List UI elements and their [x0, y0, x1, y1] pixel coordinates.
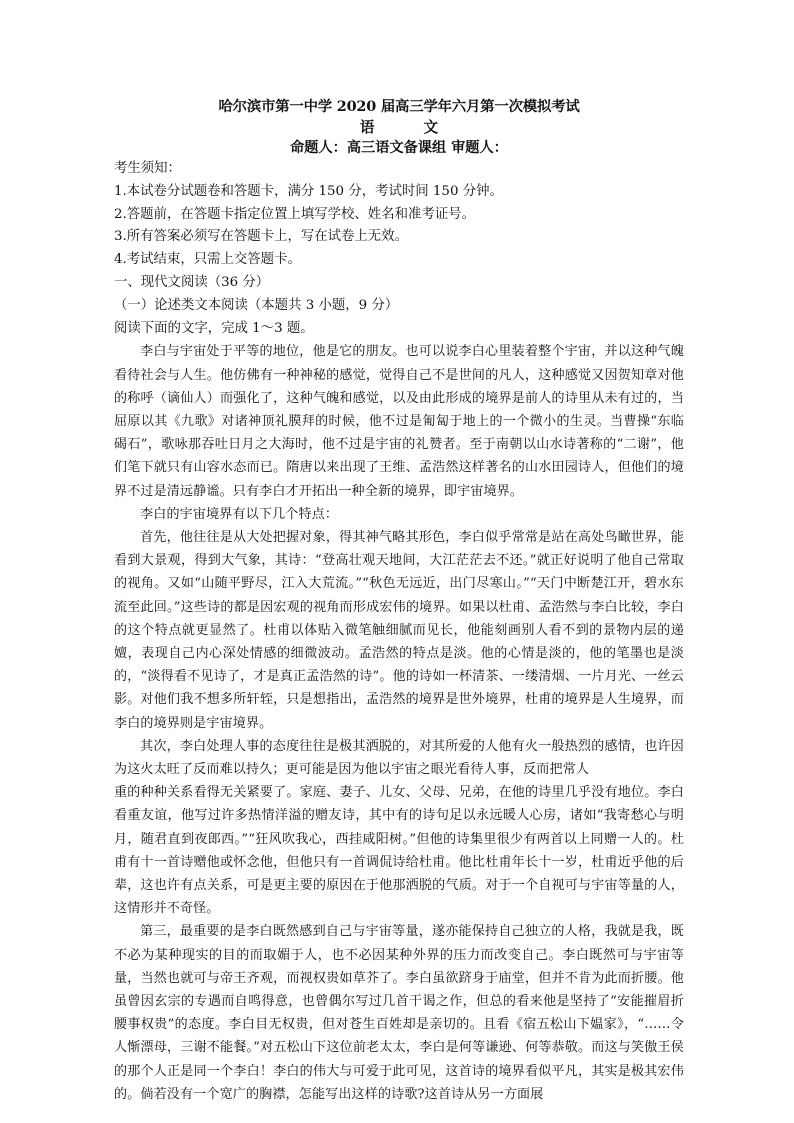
section-instruction: 阅读下面的文字，完成 1～3 题。	[114, 320, 314, 336]
exam-page	[114, 96, 684, 1106]
article-paragraph: 重的种种关系看得无关紧要了。家庭、妻子、儿女、父母、兄弟，在他的诗里几乎没有地位。李白看重友谊，他写过许多热情洋溢的赠友诗，其中有的诗句足以永远暖人心房，诸如“我寄愁心与明月，随君直到夜郎西。”“狂风吹我心，西挂咸阳树。”但他的诗集里很少有两首以上同赠一人的。杜甫有十一首诗赠他或怀念他，但他只有一首调侃诗给杜甫。他比杜甫年长十一岁，杜甫近乎他的后辈，这也许有点关系，可是更主要的原因在于他那洒脱的气质。对于一个自视可与宇宙等量的人，这情形并不奇怪。	[114, 785, 684, 917]
article-paragraph: 其次，李白处理人事的态度往往是极其洒脱的，对其所爱的人他有火一般热烈的感情，也许因为这火太旺了反而难以持久；更可能是因为他以宇宙之眼光看待人事，反而把常人	[114, 738, 684, 778]
article-paragraph: 李白的宇宙境界有以下几个特点：	[140, 506, 339, 522]
notice-item: 2.答题前，在答题卡指定位置上填写学校、姓名和准考证号。	[114, 206, 475, 222]
notice-block	[114, 158, 684, 272]
exam-title: 哈尔滨市第一中学 2020 届高三学年六月第一次模拟考试	[218, 98, 580, 115]
section-subtitle: （一）论述类文本阅读（本题共 3 小题，9 分）	[114, 297, 399, 313]
notice-item: 4.考试结束，只需上交答题卡。	[114, 252, 301, 268]
article-paragraph: 李白与宇宙处于平等的地位，他是它的朋友。也可以说李白心里装着整个宇宙，并以这种气魄看待社会与人生。他仿佛有一种神秘的感觉，觉得自己不是世间的凡人，这种感觉又因贺知章对他的称呼（谪仙人）而强化了，这种气魄和感觉，以及由此形成的境界是前人的诗里从未有过的，当屈原以其《九歌》对诸神顶礼膜拜的时候，他不过是匍匐于地上的一个微小的生灵。当曹操“东临碣石”，歌咏那吞吐日月之大海时，他不过是宇宙的礼赞者。至于南朝以山水诗著称的“二谢”，他们笔下就只有山容水态而已。隋唐以来出现了王维、孟浩然这样著名的山水田园诗人，但他们的境界不过是清远静谧。只有李白才开拓出一种全新的境界，即宇宙境界。	[114, 344, 684, 499]
exam-header	[114, 96, 684, 158]
section-title: 一、现代文阅读（36 分）	[114, 274, 270, 290]
authors-line: 命题人：高三语文备课组 审题人：	[290, 140, 508, 156]
notice-heading: 考生须知：	[114, 161, 181, 176]
article-body	[114, 340, 684, 1106]
subject-title: 语 文	[359, 119, 461, 136]
notice-item: 3.所有答案必须写在答题卡上，写在试卷上无效。	[114, 229, 408, 245]
article-paragraph: 首先，他往往是从大处把握对象，得其神气略其形色，李白似乎常常是站在高处鸟瞰世界，能看到大景观，得到大气象，其诗：“登高壮观天地间，大江茫茫去不还。”就正好说明了他自己常取的视角。又如“山随平野尽，江入大荒流。”“秋色无远近，出门尽寒山。”“天门中断楚江开，碧水东流至此回。”这些诗的都是因宏观的视角而形成宏伟的境界。如果以杜甫、孟浩然与李白比较，李白的这个特点就更显然了。杜甫以体贴入微笔触细腻而见长，他能刻画别人看不到的景物内层的递嬗，表现自己内心深处情感的细微波动。孟浩然的特点是淡。他的心情是淡的，他的笔墨也是淡的，“淡得看不见诗了，才是真正孟浩然的诗”。他的诗如一杯清茶、一缕清烟、一片月光、一丝云影。对他们我不想多所轩轾，只是想指出，孟浩然的境界是世外境界，杜甫的境界是人生境界，而李白的境界则是宇宙境界。	[114, 530, 684, 731]
notice-item: 1.本试卷分试题卷和答题卡，满分 150 分，考试时间 150 分钟。	[114, 183, 503, 199]
article-paragraph: 第三，最重要的是李白既然感到自己与宇宙等量，遂亦能保持自己独立的人格，我就是我，既不必为某种现实的目的而取媚于人，也不必因某种外界的压力而改变自己。李白既然可与宇宙等量，当然也就可与帝王齐观，而视权贵如草芥了。李白虽欲跻身于庙堂，但并不肯为此而折腰。他虽曾因玄宗的专遇而自鸣得意，也曾偶尔写过几首干谒之作，但总的看来他是坚持了“安能摧眉折腰事权贵”的态度。李白目无权贵，但对苍生百姓却是亲切的。且看《宿五松山下媪家》，“……令人惭漂母，三谢不能餐。”对五松山下这位前老太太，李白是何等谦逊、何等恭敬。而这与笑傲王侯的那个人正是同一个李白！李白的伟大与可爱于此可见，这首诗的境界看似平凡，其实是极其宏伟的。倘若没有一个宽广的胸襟，怎能写出这样的诗歌?这首诗从另一方面展	[114, 924, 684, 1102]
